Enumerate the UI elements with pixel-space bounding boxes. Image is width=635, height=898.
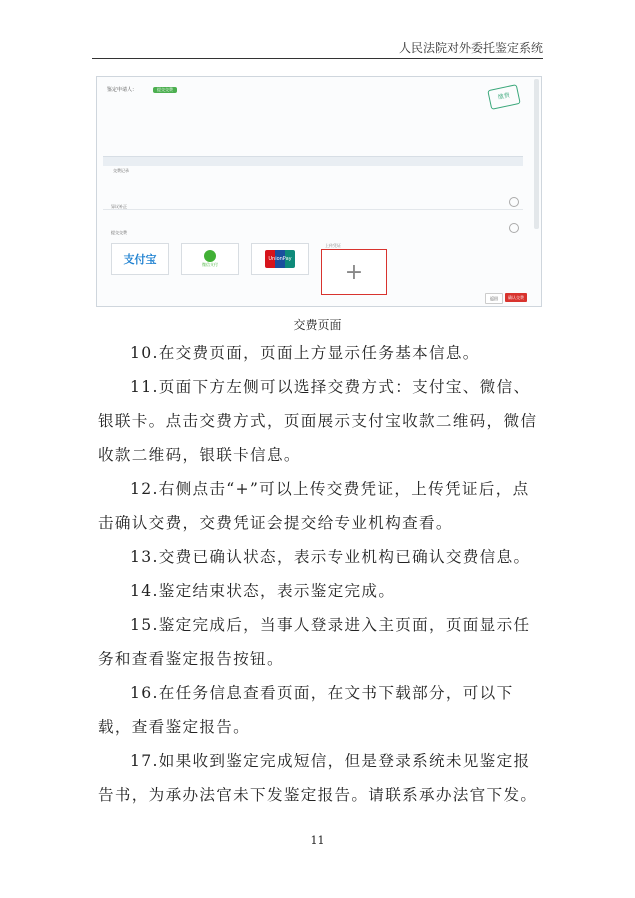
back-button[interactable]: 返回: [485, 293, 503, 304]
paragraph: 14.鉴定结束状态，表示鉴定完成。: [130, 582, 396, 600]
payment-section: 提交交费: [103, 219, 523, 235]
paragraph: 13.交费已确认状态，表示专业机构已确认交费信息。: [130, 548, 531, 566]
figure-caption: 交费页面: [293, 318, 342, 332]
link-icon: [509, 197, 519, 207]
applicant-label: 鉴定申请人：: [107, 87, 138, 93]
upload-voucher-button[interactable]: +: [321, 249, 387, 295]
paragraph: 16.在任务信息查看页面，在文书下载部分，可以下载，查看鉴定报告。: [98, 684, 514, 736]
payment-page-screenshot: [96, 76, 542, 307]
feedback-section[interactable]: 异议补正: [103, 193, 523, 210]
scrollbar[interactable]: [534, 79, 539, 229]
confirm-payment-button[interactable]: 确认交费: [505, 293, 527, 302]
paragraph: 10.在交费页面，页面上方显示任务基本信息。: [130, 344, 480, 362]
running-header: 人民法院对外委托鉴定系统: [92, 40, 543, 59]
unionpay-logo: UnionPay: [265, 250, 295, 268]
paragraph: 15.鉴定完成后，当事人登录进入主页面，页面显示任务和查看鉴定报告按钮。: [98, 616, 531, 668]
paid-stamp: 缴费: [487, 84, 521, 110]
paragraph: 17.如果收到鉴定完成短信，但是登录系统未见鉴定报告书，为承办法官未下发鉴定报告。请联系承办法官下发。: [98, 752, 538, 804]
upload-label: 上传凭证: [325, 243, 341, 248]
status-badge: 提交交费: [153, 87, 177, 93]
alipay-logo: 支付宝: [123, 253, 157, 266]
wechat-option[interactable]: 微信支付: [181, 243, 239, 275]
record-section-header[interactable]: 交费记录: [103, 156, 523, 166]
alipay-option[interactable]: [111, 243, 169, 275]
body-text: [98, 336, 542, 812]
paragraph: 11.页面下方左侧可以选择交费方式：支付宝、微信、银联卡。点击交费方式，页面展示支付宝收款二维码，微信收款二维码，银联卡信息。: [98, 378, 538, 464]
paragraph: 12.右侧点击“+”可以上传交费凭证，上传凭证后，点击确认交费，交费凭证会提交给专业机构查看。: [98, 480, 530, 532]
settings-icon: [509, 223, 519, 233]
unionpay-option[interactable]: [251, 243, 309, 275]
page-number: 11: [310, 834, 325, 847]
wechat-icon: [204, 250, 216, 262]
